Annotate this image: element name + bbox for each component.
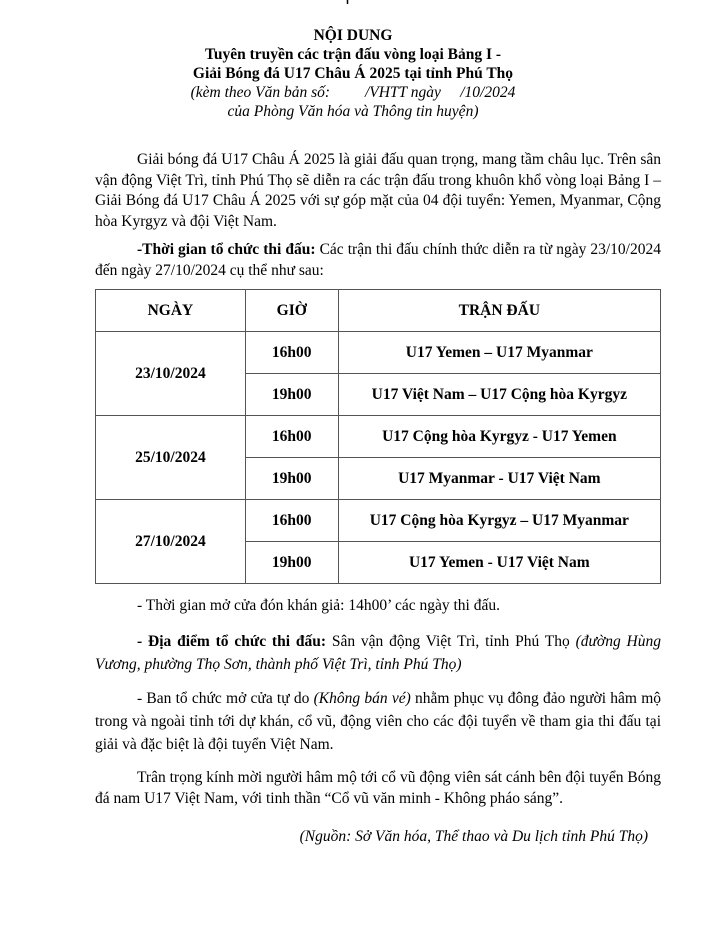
document-reference-line2: của Phòng Văn hóa và Thông tin huyện): [227, 103, 479, 120]
venue-text: Sân vận động Việt Trì, tỉnh Phú Thọ: [326, 633, 576, 650]
free-entry-before: - Ban tổ chức mở cửa tự do: [137, 690, 314, 707]
match-cell: U17 Yemen - U17 Việt Nam: [338, 542, 660, 584]
intro-paragraph: Giải bóng đá U17 Châu Á 2025 là giải đấu quan trọng, mang tầm châu lục. Trên sân vận động Việt Trì, tỉnh Phú Thọ sẽ diễn ra các trận đấu trong khuôn khổ vòng loại Bảng I – Giải Bóng đá U17 Châu Á 2025 với sự góp mặt của 04 đội tuyển: Yemen, Myanmar, Cộng hòa Kyrgyz và đội Việt Nam.: [95, 151, 661, 230]
match-cell: U17 Cộng hòa Kyrgyz - U17 Yemen: [338, 416, 660, 458]
free-entry-note: (Không bán vé): [313, 690, 411, 707]
time-label: -Thời gian tổ chức thi đấu:: [137, 241, 316, 258]
time-text: Các trận thi đấu chính thức diễn ra từ ngày 23/10/2024 đến ngày 27/10/2024 cụ thể như sau:: [95, 241, 661, 279]
door-open-paragraph: - Thời gian mở cửa đón khán giả: 14h00’ các ngày thi đấu.: [137, 597, 500, 614]
time-cell: 16h00: [245, 500, 338, 542]
time-cell: 19h00: [245, 374, 338, 416]
date-cell: 25/10/2024: [96, 416, 246, 500]
time-cell: 19h00: [245, 458, 338, 500]
table-row: [96, 500, 661, 542]
time-paragraph: [95, 240, 661, 281]
free-entry-after: nhằm phục vụ đông đảo người hâm mộ trong và ngoài tỉnh tới dự khán, cổ vũ, động viên cho các đội tuyển về tham gia thi đấu tại giải và đặc biệt là đội tuyển Việt Nam.: [95, 690, 662, 753]
schedule-table: [95, 289, 661, 584]
time-cell: 19h00: [245, 542, 338, 584]
document-header: [0, 26, 706, 121]
document-reference-line1: (kèm theo Văn bản số: /VHTT ngày /10/2024: [190, 84, 516, 101]
header-time: GIỜ: [245, 290, 338, 332]
venue-label: - Địa điểm tổ chức thi đấu:: [137, 633, 326, 650]
match-cell: U17 Myanmar - U17 Việt Nam: [338, 458, 660, 500]
document-subtitle-line1: Tuyên truyền các trận đấu vòng loại Bảng I -: [204, 46, 502, 63]
document-subtitle-line2: Giải Bóng đá U17 Châu Á 2025 tại tỉnh Phú Thọ: [192, 65, 514, 82]
date-cell: 23/10/2024: [96, 332, 246, 416]
header-match: TRẬN ĐẤU: [338, 290, 660, 332]
document-title: NỘI DUNG: [313, 27, 393, 44]
match-cell: U17 Việt Nam – U17 Cộng hòa Kyrgyz: [338, 374, 660, 416]
match-cell: U17 Yemen – U17 Myanmar: [338, 332, 660, 374]
table-row: [96, 416, 661, 458]
page-number-mark: [345, 0, 350, 5]
time-cell: 16h00: [245, 332, 338, 374]
match-cell: U17 Cộng hòa Kyrgyz – U17 Myanmar: [338, 500, 660, 542]
table-row: [96, 332, 661, 374]
table-header-row: [96, 290, 661, 332]
time-cell: 16h00: [245, 416, 338, 458]
invitation-paragraph: Trân trọng kính mời người hâm mộ tới cổ vũ động viên sát cánh bên đội tuyển Bóng đá nam U17 Việt Nam, với tinh thần “Cổ vũ văn minh - Không pháo sáng”.: [95, 769, 661, 807]
venue-detail: (đường Hùng Vương, phường Thọ Sơn, thành phố Việt Trì, tỉnh Phú Thọ): [95, 633, 661, 673]
free-entry-paragraph: [95, 687, 661, 756]
venue-paragraph: [95, 630, 661, 676]
header-date: NGÀY: [96, 290, 246, 332]
date-cell: 27/10/2024: [96, 500, 246, 584]
source-note: (Nguồn: Sở Văn hóa, Thể thao và Du lịch tỉnh Phú Thọ): [299, 828, 648, 845]
